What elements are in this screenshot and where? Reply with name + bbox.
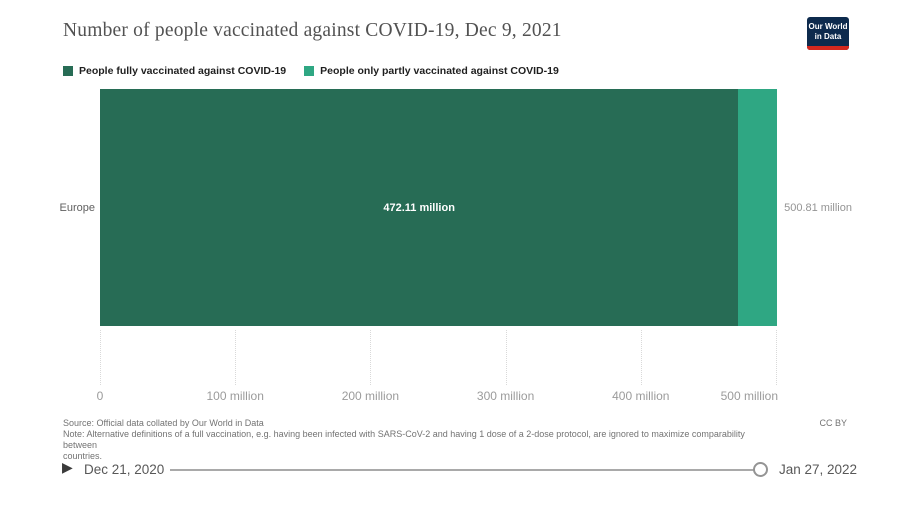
gridline — [235, 330, 236, 385]
timeline-end-date[interactable]: Jan 27, 2022 — [779, 462, 858, 477]
legend-label-partly-vaccinated: People only partly vaccinated against COVID-19 — [320, 65, 559, 77]
gridline — [370, 330, 371, 385]
gridline — [100, 330, 101, 385]
bar-segment-partly-vaccinated[interactable] — [738, 89, 777, 326]
x-axis — [96, 330, 800, 405]
bar-total-label: 500.81 million — [784, 201, 852, 214]
legend-swatch-partly-vaccinated-icon — [304, 66, 314, 76]
legend-label-fully-vaccinated: People fully vaccinated against COVID-19 — [79, 65, 287, 77]
gridline — [506, 330, 507, 385]
note-line: countries. — [63, 450, 103, 461]
x-tick-label: 500 million — [720, 389, 778, 403]
play-icon[interactable]: ▶ — [62, 460, 73, 476]
x-tick-label: 300 million — [476, 389, 535, 403]
gridline — [776, 330, 777, 385]
bar-segment-fully-vaccinated[interactable] — [100, 89, 738, 326]
owid-logo-line2: in Data — [814, 31, 842, 41]
category-label-europe: Europe — [59, 202, 95, 214]
x-tick-label: 0 — [96, 389, 104, 403]
owid-logo-line1: Our World — [808, 21, 848, 31]
note-line: Note: Alternative definitions of a full vaccination, e.g. having been infected with SARS-CoV-2 and having 1 dose of a 2-dose protocol, are ignored to maximize comparability — [63, 429, 745, 439]
x-tick-label: 400 million — [612, 389, 670, 403]
owid-logo[interactable] — [807, 17, 849, 50]
source-text: Source: Official data collated by Our World in Data — [63, 418, 264, 428]
legend — [63, 65, 559, 77]
x-tick-label: 100 million — [206, 389, 264, 403]
license-link[interactable]: CC BY — [819, 418, 847, 428]
timeline-slider-track[interactable] — [170, 469, 754, 471]
owid-logo-accent-bar — [807, 46, 849, 50]
chart-title: Number of people vaccinated against COVID-19, Dec 9, 2021 — [63, 20, 562, 41]
bar-value-label: 472.11 million — [383, 201, 455, 214]
stacked-bar-europe — [100, 89, 852, 326]
legend-item-fully-vaccinated[interactable] — [63, 65, 286, 77]
x-tick-label: 200 million — [341, 389, 400, 403]
timeline-slider-handle-icon[interactable] — [753, 462, 768, 477]
note-line: between — [63, 439, 98, 450]
timeline-start-date[interactable]: Dec 21, 2020 — [84, 462, 165, 477]
gridline — [641, 330, 642, 385]
legend-item-partly-vaccinated[interactable] — [304, 65, 559, 77]
owid-logo-text — [807, 17, 849, 46]
legend-swatch-fully-vaccinated-icon — [63, 66, 73, 76]
note-text — [63, 429, 745, 461]
